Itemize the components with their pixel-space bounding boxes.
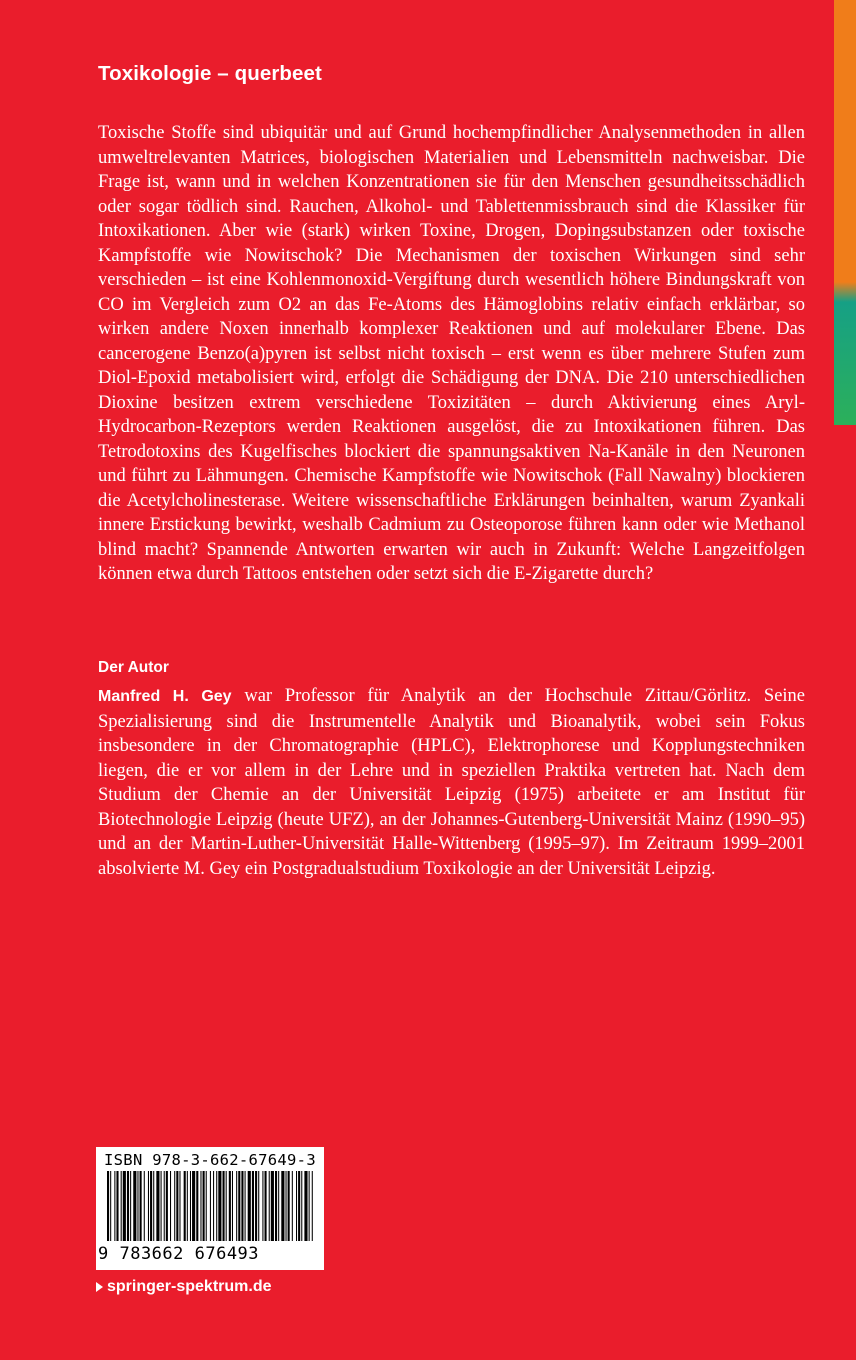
barcode-bar: [286, 1171, 287, 1241]
barcode-bar: [170, 1171, 171, 1241]
barcode-bar: [265, 1171, 267, 1241]
arrow-icon: [96, 1282, 103, 1292]
ean-digits: 9 783662 676493: [98, 1244, 260, 1264]
barcode-bar: [292, 1171, 293, 1241]
barcode-bar: [226, 1171, 227, 1241]
barcode-bar: [137, 1171, 138, 1241]
barcode-bar: [133, 1171, 136, 1241]
barcode-bar: [213, 1171, 214, 1241]
barcode-bar: [312, 1171, 313, 1241]
barcode-bar: [164, 1171, 165, 1241]
barcode-bar: [210, 1171, 211, 1241]
barcode-bar: [121, 1171, 122, 1241]
author-heading: Der Autor: [98, 659, 169, 676]
barcode-bar: [252, 1171, 254, 1241]
website-label: springer-spektrum.de: [107, 1278, 272, 1295]
book-description: Toxische Stoffe sind ubiquitär und auf Grund hochempfindlicher Analysenmethoden in allen umweltrelevanten Matrices, biologischen Materialien und Lebensmitteln nachweisbar. Die Frage ist, wann und in welchen Konzentrationen sie für den Menschen gesundheitsschädlich oder sogar tödlich sind. Rauchen, Alkohol- und Tablettenmissbrauch sind die Klassiker für Intoxikationen. Aber wie (stark) wirken Toxine, Drogen, Dopingsubstanzen oder toxische Kampfstoffe wie Nowitschok? Die Mechanismen der toxischen Wirkungen sind sehr verschieden – ist eine Kohlenmonoxid-Vergiftung durch wesentlich höhere Bindungskraft von CO im Vergleich zum O2 an das Fe-Atoms des Hämoglobins relativ einfach erklärbar, so wirken andere Noxen innerhalb komplexer Reaktionen und auf molekularer Ebene. Das cancerogene Benzo(a)pyren ist selbst nicht toxisch – erst wenn es über mehrere Stufen zum Diol-Epoxid metabolisiert wird, erfolgt die Schädigung der DNA. Die 210 unterschiedlichen Dioxine besitzen extrem verschiedene Toxizitäten – durch Aktivierung eines Aryl-Hydrocarbon-Rezeptors werden Reaktionen ausgelöst, die zu Intoxikationen führen. Das Tetrodotoxins des Kugelfisches blockiert die spannungsaktiven Na-Kanäle in den Neuronen und führt zu Lähmungen. Chemische Kampfstoffe wie Nowitschok (Fall Nawalny) blockieren die Acetylcholinesterase. Weitere wissenschaftliche Erklärungen beinhalten, warum Zyankali innere Erstickung bewirkt, weshalb Cadmium zu Osteoporose führen kann oder wie Methanol blind macht? Spannende Antworten erwarten wir auch in Zukunft: Welche Langzeitfolgen können etwa durch Tattoos entstehen oder setzt sich die E-Zigarette durch?: [98, 123, 805, 584]
barcode-bar: [309, 1171, 310, 1241]
author-bio: war Professor für Analytik an der Hochschule Zittau/Görlitz. Seine Spezialisierung sind die Instrumentelle Analytik und Bioanalytik, wobei sein Fokus insbesondere in der Chromatographie (HPLC), Elektrophorese und Kopplungstechniken liegen, die er vor allem in der Lehre und in speziellen Praktika vertreten hat. Nach dem Studium der Chemie an der Universität Leipzig (1975) arbeitete er am Institut für Biotechnologie Leipzig (heute UFZ), an der Johannes-Gutenberg-Universität Mainz (1990–95) und an der Martin-Luther-Universität Halle-Wittenberg (1995–97). Im Zeitraum 1999–2001 absolvierte M. Gey ein Postgradualstudium Toxikologie an der Universität Leipzig.: [98, 686, 806, 879]
barcode-bar: [288, 1171, 290, 1241]
publisher-website[interactable]: [96, 1278, 271, 1296]
barcode-bar: [218, 1171, 221, 1241]
color-edge-stripe: [834, 0, 856, 425]
barcode-bar: [116, 1171, 118, 1241]
barcode-bar: [238, 1171, 240, 1241]
barcode-bar: [184, 1171, 186, 1241]
barcode-bar: [262, 1171, 263, 1241]
isbn-label: ISBN 978-3-662-67649-3: [104, 1151, 316, 1169]
barcode-bar: [123, 1171, 126, 1241]
barcode-bar: [275, 1171, 277, 1241]
barcode-bar: [241, 1171, 243, 1241]
barcode-bar: [304, 1171, 307, 1241]
barcode-bar: [176, 1171, 178, 1241]
barcode-bar: [107, 1171, 109, 1241]
barcode-bar: [144, 1171, 145, 1241]
barcode-bar: [229, 1171, 231, 1241]
barcode-bar: [179, 1171, 180, 1241]
barcode-bar: [236, 1171, 237, 1241]
barcode-bar: [166, 1171, 168, 1241]
barcode-bar: [301, 1171, 302, 1241]
barcode-bar: [232, 1171, 233, 1241]
barcode-bar: [258, 1171, 259, 1241]
barcode-bar: [130, 1171, 131, 1241]
barcode-bar: [248, 1171, 251, 1241]
barcode-bar: [255, 1171, 257, 1241]
barcode-bar: [127, 1171, 129, 1241]
barcode-bar: [187, 1171, 188, 1241]
barcode-bar: [200, 1171, 201, 1241]
barcode-bar: [298, 1171, 300, 1241]
barcode-bar: [278, 1171, 279, 1241]
barcode-bar: [161, 1171, 162, 1241]
book-title: Toxikologie – querbeet: [98, 62, 322, 85]
barcode-bar: [269, 1171, 270, 1241]
barcode-bar: [114, 1171, 115, 1241]
author-bio-paragraph: [98, 684, 805, 881]
barcode-bar: [190, 1171, 191, 1241]
barcode-bar: [156, 1171, 159, 1241]
barcode-bar: [140, 1171, 142, 1241]
barcode-bar: [271, 1171, 274, 1241]
barcode-bar: [203, 1171, 205, 1241]
barcode-bar: [281, 1171, 284, 1241]
author-name: Manfred H. Gey: [98, 688, 232, 705]
barcode-bar: [216, 1171, 217, 1241]
barcode-bar: [153, 1171, 154, 1241]
barcode-bar: [110, 1171, 111, 1241]
barcode-bar: [223, 1171, 225, 1241]
barcode-bar: [174, 1171, 175, 1241]
barcode-bar: [196, 1171, 198, 1241]
barcode-bar: [245, 1171, 246, 1241]
barcode-bar: [148, 1171, 149, 1241]
barcode-box: [96, 1147, 324, 1270]
barcode-bar: [192, 1171, 195, 1241]
barcode-bar: [296, 1171, 297, 1241]
barcode-bar: [150, 1171, 152, 1241]
barcode-bar: [206, 1171, 207, 1241]
